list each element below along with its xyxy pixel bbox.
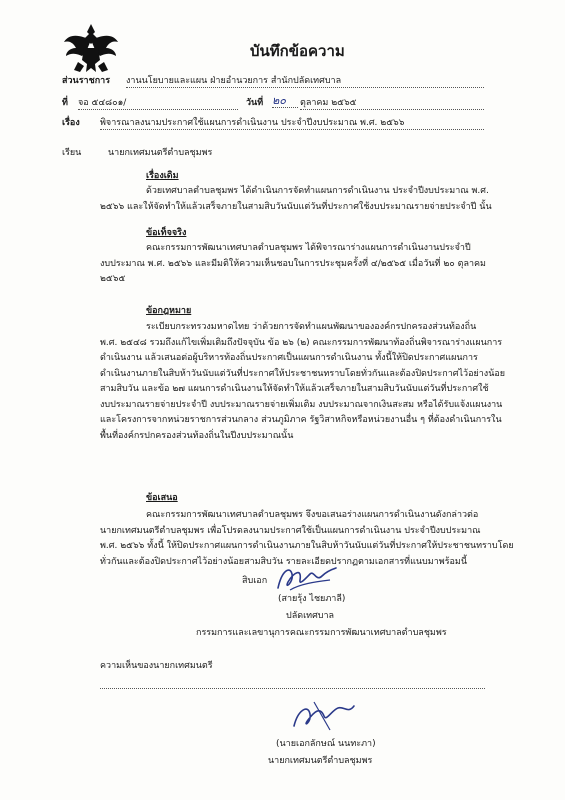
law-line: พ.ศ. ๒๕๔๘ รวมถึงแก้ไขเพิ่มเติมถึงปัจจุบัน ข้อ ๒๖ (๒) คณะกรรมการพัฒนาท้องถิ่นพิจารณาร่างแผนการ xyxy=(100,337,503,348)
signer-2-position: นายกเทศมนตรีตำบลชุมพร xyxy=(268,756,373,766)
agency-label: ส่วนราชการ xyxy=(62,76,111,86)
signer-rank: สิบเอก xyxy=(242,576,268,586)
law-line: สามสิบวัน และข้อ ๒๗ แผนการดำเนินงานให้จัดทำให้แล้วเสร็จภายในสามสิบวันนับแต่วันที่ประกาศใช้ xyxy=(100,384,489,394)
salutation-value: นายกเทศมนตรีตำบลชุมพร xyxy=(108,148,213,158)
facts-line: งบประมาณ พ.ศ. ๒๕๖๖ และมีมติให้ความเห็นชอบในการประชุมครั้งที่ ๔/๒๕๖๕ เมื่อวันที่ ๒๐ ตุลาคม xyxy=(100,258,486,269)
signature-1-handwriting xyxy=(270,560,340,596)
proposal-line: นายกเทศมนตรีตำบลชุมพร เพื่อโปรดลงนามประกาศใช้เป็นแผนการดำเนินงาน ประจำปีงบประมาณ xyxy=(100,525,481,536)
law-line: พื้นที่องค์กรปกครองส่วนท้องถิ่นในปีงบประมาณนั้น xyxy=(100,430,294,441)
signer-2-name: (นายเอกลักษณ์ นนทะภา) xyxy=(276,739,376,749)
law-line: ดำเนินงาน แล้วเสนอต่อผู้บริหารท้องถิ่นประกาศเป็นแผนการดำเนินงาน ทั้งนี้ให้ปิดประกาศแผนการ xyxy=(100,353,478,363)
facts-line: ๒๕๖๕ xyxy=(100,274,126,284)
signer-1-position: ปลัดเทศบาล xyxy=(286,611,335,621)
law-line: และโครงการจากหน่วยราชการส่วนกลาง ส่วนภูมิภาค รัฐวิสาหกิจหรือหน่วยงานอื่น ๆ ที่ต้องดำเนินการใน xyxy=(100,415,502,425)
date-label: วันที่ xyxy=(246,98,264,108)
signer-1-committee: กรรมการและเลขานุการคณะกรรมการพัฒนาเทศบาลตำบลชุมพร xyxy=(196,628,447,638)
subject-value: พิจารณาลงนามประกาศใช้แผนการดำเนินงาน ประจำปีงบประมาณ พ.ศ. ๒๕๖๖ xyxy=(100,117,484,130)
proposal-line: พ.ศ. ๒๕๖๖ ทั้งนี้ ให้ปิดประกาศแผนการดำเนินงานภายในสิบห้าวันนับแต่วันที่ประกาศให้ประชาชนทราบโดย xyxy=(100,541,514,551)
ref-value: จอ ๕๔๘๐๑/ xyxy=(78,97,238,110)
paragraph-facts xyxy=(100,241,484,288)
law-line: ระเบียบกระทรวงมหาดไทย ว่าด้วยการจัดทำแผนพัฒนาขององค์กรปกครองส่วนท้องถิ่น xyxy=(146,322,477,332)
subject-label: เรื่อง xyxy=(62,118,80,128)
law-line: งบประมาณรายจ่ายประจำปี งบประมาณรายจ่ายเพิ่มเติม งบประมาณจากเงินสะสม หรือได้รับแจ้งแผนงาน xyxy=(100,399,503,410)
signer-1-name: (สายรุ้ง ไชยภาลี) xyxy=(278,594,346,604)
proposal-line: ทั่วกันและต้องปิดประกาศไว้อย่างน้อยสามสิบวัน รายละเอียดปรากฏตามเอกสารที่แนบมาพร้อมนี้ xyxy=(100,556,468,567)
proposal-line: คณะกรรมการพัฒนาเทศบาลตำบลชุมพร จึงขอเสนอร่างแผนการดำเนินงานดังกล่าวต่อ xyxy=(146,510,479,520)
signature-2-handwriting xyxy=(284,696,364,736)
agency-value: งานนโยบายและแผน ฝ่ายอำนวยการ สำนักปลัดเทศบาล xyxy=(126,75,484,88)
salutation-label: เรียน xyxy=(62,148,82,158)
opinion-line xyxy=(100,688,485,689)
background-line: ๒๕๖๖ และให้จัดทำให้แล้วเสร็จภายในสามสิบวันนับแต่วันที่ประกาศใช้งบประมาณรายจ่ายประจำปี นั้น xyxy=(100,201,492,212)
memo-title: บันทึกข้อความ xyxy=(250,42,345,60)
heading-facts: ข้อเท็จจริง xyxy=(146,228,187,238)
date-month-year: ตุลาคม ๒๕๖๕ xyxy=(300,97,484,110)
ref-label: ที่ xyxy=(62,98,68,108)
garuda-emblem xyxy=(62,22,120,74)
paragraph-law xyxy=(100,320,506,444)
heading-law: ข้อกฎหมาย xyxy=(146,306,192,316)
facts-line: คณะกรรมการพัฒนาเทศบาลตำบลชุมพร ได้พิจารณาร่างแผนการดำเนินงานประจำปี xyxy=(146,243,471,253)
law-line: ดำเนินงานภายในสิบห้าวันนับแต่วันที่ประกาศให้ประชาชนทราบโดยทั่วกันและต้องปิดประกาศไว้อย่างน้อย xyxy=(100,368,506,379)
heading-proposal: ข้อเสนอ xyxy=(146,493,178,503)
paragraph-background xyxy=(100,184,492,215)
background-line: ด้วยเทศบาลตำบลชุมพร ได้ดำเนินการจัดทำแผนการดำเนินงาน ประจำปีงบประมาณ พ.ศ. xyxy=(146,186,489,196)
opinion-label: ความเห็นของนายกเทศมนตรี xyxy=(100,661,213,671)
date-day: ๒๐ xyxy=(272,95,298,108)
heading-background: เรื่องเดิม xyxy=(146,171,179,181)
